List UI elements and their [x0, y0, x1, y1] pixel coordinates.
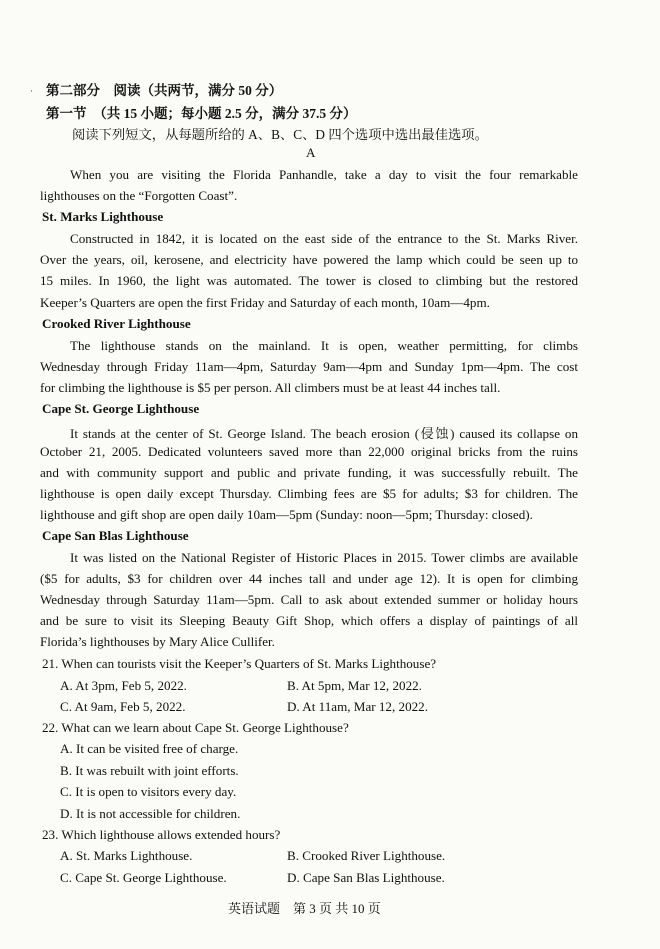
- paragraph-line: lighthouse is open daily except Thursday. Climbing fees are $5 for adults; $3 for children. The: [40, 486, 578, 501]
- paragraph-line: Florida’s lighthouses by Mary Alice Cullifer.: [40, 634, 275, 649]
- part-heading: 第二部分 阅读（共两节，满分 50 分）: [46, 83, 283, 98]
- paragraph-line: Wednesday through Saturday 11am—5pm. Call to ask about extended summer or holiday hours: [40, 592, 578, 607]
- paragraph-line: The lighthouse stands on the mainland. It is open, weather permitting, for climbs: [70, 338, 578, 353]
- paragraph-line: lighthouse and gift shop are open daily 10am—5pm (Sunday: noon—5pm; Thursday: closed).: [40, 507, 533, 522]
- question-stem: 22. What can we learn about Cape St. George Lighthouse?: [42, 720, 349, 735]
- answer-option[interactable]: B. At 5pm, Mar 12, 2022.: [287, 678, 422, 693]
- paragraph-line: and with community support and public and private funding, it was successfully rebuilt. The: [40, 465, 578, 480]
- paragraph-line: Constructed in 1842, it is located on the east side of the entrance to the St. Marks River.: [70, 231, 578, 246]
- paragraph-line: It was listed on the National Register of Historic Places in 2015. Tower climbs are available: [70, 550, 578, 565]
- passage-letter: A: [306, 145, 316, 160]
- intro-line: When you are visiting the Florida Panhandle, take a day to visit the four remarkable: [70, 167, 578, 182]
- question-stem: 21. When can tourists visit the Keeper’s Quarters of St. Marks Lighthouse?: [42, 656, 437, 671]
- answer-option[interactable]: B. Crooked River Lighthouse.: [287, 848, 446, 863]
- answer-option[interactable]: B. It was rebuilt with joint efforts.: [60, 763, 239, 778]
- answer-option[interactable]: A. St. Marks Lighthouse.: [60, 848, 193, 863]
- paragraph-line: Keeper’s Quarters are open the first Friday and Saturday of each month, 10am—4pm.: [40, 295, 490, 310]
- paragraph-line: It stands at the center of St. George Island. The beach erosion (侵蚀) caused its collapse on: [70, 426, 578, 441]
- answer-option[interactable]: D. It is not accessible for children.: [60, 806, 241, 821]
- lighthouse-heading: Crooked River Lighthouse: [42, 316, 191, 331]
- paragraph-line: ($5 for adults, $3 for children over 44 inches tall and under age 12). It is open for climbing: [40, 571, 578, 586]
- intro-line: lighthouses on the “Forgotten Coast”.: [40, 188, 238, 203]
- margin-dot: ·: [30, 86, 33, 96]
- paragraph-line: 15 miles. In 1960, the light was automated. The tower is closed to climbing but the restored: [40, 273, 578, 288]
- paragraph-line: Over the years, oil, kerosene, and electricity have powered the lamp which could be seen up to: [40, 252, 578, 267]
- answer-option[interactable]: A. It can be visited free of charge.: [60, 741, 239, 756]
- answer-option[interactable]: C. Cape St. George Lighthouse.: [60, 870, 227, 885]
- answer-option[interactable]: C. At 9am, Feb 5, 2022.: [60, 699, 186, 714]
- paragraph-line: for climbing the lighthouse is $5 per person. All climbers must be at least 44 inches tall.: [40, 380, 501, 395]
- paragraph-line: Wednesday through Friday 11am—4pm, Saturday 9am—4pm and Sunday 1pm—4pm. The cost: [40, 359, 578, 374]
- lighthouse-heading: St. Marks Lighthouse: [42, 209, 164, 224]
- paragraph-line: October 21, 2005. Dedicated volunteers saved more than 22,000 original bricks from the ruins: [40, 444, 578, 459]
- answer-option[interactable]: C. It is open to visitors every day.: [60, 784, 237, 799]
- page-footer: 英语试题 第 3 页 共 10 页: [228, 901, 381, 916]
- answer-option[interactable]: D. At 11am, Mar 12, 2022.: [287, 699, 428, 714]
- subsection-heading: 第一节 （共 15 小题；每小题 2.5 分，满分 37.5 分）: [46, 106, 357, 121]
- question-stem: 23. Which lighthouse allows extended hours?: [42, 827, 281, 842]
- instruction: 阅读下列短文，从每题所给的 A、B、C、D 四个选项中选出最佳选项。: [72, 127, 488, 142]
- lighthouse-heading: Cape St. George Lighthouse: [42, 401, 200, 416]
- answer-option[interactable]: D. Cape San Blas Lighthouse.: [287, 870, 445, 885]
- lighthouse-heading: Cape San Blas Lighthouse: [42, 528, 189, 543]
- paragraph-line: and be sure to visit its Sleeping Beauty Gift Shop, which offers a display of paintings of all: [40, 613, 578, 628]
- answer-option[interactable]: A. At 3pm, Feb 5, 2022.: [60, 678, 187, 693]
